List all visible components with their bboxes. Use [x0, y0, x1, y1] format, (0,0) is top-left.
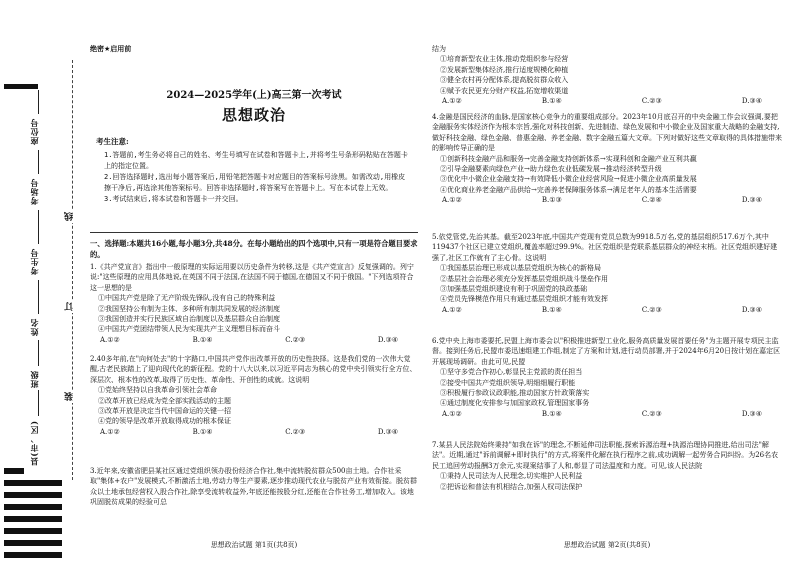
secret-mark: 绝密★启用前	[90, 45, 132, 53]
option-a: A.①②	[442, 196, 462, 205]
answer-options	[432, 409, 782, 419]
question-stem: 7.某县人民法院始终秉持"如我在诉"的理念,不断延伸司法职能,探索诉源治理+执源治理协同推进,给出司法"解法"。近期,通过"诉前调解+即时执行"的方式,将案件化解在执行程序之前,成功调解一起劳务合同纠纷。为26名农民工追回劳动报酬3万余元,实现案结事了人和,彰显了司法温度和力度。可见,该人民法院	[432, 441, 779, 470]
notice-list	[104, 150, 412, 206]
footer-page-1: 思想政治试题 第1页(共8页)	[210, 541, 298, 549]
cut-word-seal: 装	[65, 392, 75, 401]
field-line	[38, 150, 39, 174]
statement: ①培育新型农业主体,推动党组织参与经营	[440, 55, 569, 64]
strip-top-bar	[4, 84, 38, 89]
option-b: B.①④	[192, 427, 213, 436]
subject-title: 思想政治	[221, 106, 286, 124]
notice-item: 3.考试结束后,将本试卷和答题卡一并交回。	[104, 195, 243, 203]
option-b: B.①④	[192, 335, 213, 344]
question-stem-cont: 结为	[432, 45, 446, 53]
statement: ②发展新型集体经济,推行适度规模化种植	[440, 65, 569, 74]
option-d: D.③④	[741, 409, 762, 418]
option-c: C.②③	[641, 97, 662, 106]
statement: ④中国共产党团结带领人民为实现共产主义理想目标而奋斗	[98, 325, 280, 334]
answer-options	[90, 427, 418, 437]
option-d: D.③④	[377, 335, 398, 344]
statement: ②改革开放已经成为党全部实践活动的主题	[98, 396, 231, 405]
option-b: B.①④	[541, 305, 562, 314]
statement: ①坚守多党合作初心,彰显民主党派的责任担当	[440, 368, 583, 377]
statement: ①中国共产党是除了无产阶级先锋队,没有自己的特殊利益	[98, 294, 276, 303]
question-stem: 3.近年来,安徽省肥县某社区通过党组织领办股份经济合作社,集中流转脱贫群众500亩土地。合作社采取"集体+农户"发展模式,不断激活土地,劳动力等生产要素,逐步推动现代农业与脱贫产业有效衔接。脱贫群众以土地承包经营权入股合作社,除享受流转收益外,年底还能按股分红,还能在合作社务工,增加收入。该地巩固脱贫成果的经验可总	[90, 467, 417, 507]
question-3	[90, 466, 418, 508]
question-stem: 5.依党管党,先治其基。截至2023年底,中国共产党现有党员总数为9918.5万名,党的基层组织517.6万个,其中119437个社区已建立党组织,覆盖率超过99.9%。社区党组织是党联系基层群众的神经末梢。社区党组织建好建强了,社区工作就有了主心骨。这说明	[432, 233, 778, 262]
question-5	[432, 232, 782, 315]
footer-page-2: 思想政治试题 第2页(共8页)	[563, 541, 651, 549]
statement: ③优化中小微企业金融支持→有效降低小微企业经营风险→促进小微企业高质量发展	[440, 175, 697, 184]
question-6	[432, 336, 782, 419]
option-a: A.①②	[100, 335, 120, 344]
statement: ②我国坚持公有制为主体、多种所有制共同发展的经济制度	[98, 304, 280, 313]
question-1	[90, 262, 418, 345]
question-3-continued	[432, 44, 782, 106]
statement: ①创新科技金融产品和服务→完善金融支持创新体系→实现科创和金融产业互利共赢	[440, 154, 697, 163]
field-seat-number: 座位号	[29, 118, 39, 145]
statement: ③健全农村再分配体系,提高脱贫群众收入	[440, 76, 569, 85]
answer-options	[90, 335, 418, 345]
section-heading: 一、选择题:本题共16小题,每小题3分,共48分。在每小题给出的四个选项中,只有一项是符合题目要求的。	[90, 239, 418, 259]
field-class: 班级	[29, 370, 39, 388]
answer-options	[432, 96, 782, 106]
option-a: A.①②	[442, 409, 462, 418]
field-name: 姓名	[29, 318, 39, 336]
statement: ②引导金融要素向绿色产业→助力绿色农业低碳发展→推动经济转型升级	[440, 165, 662, 174]
field-student-id: 考生号	[29, 248, 39, 275]
field-exam-room: 考场号	[29, 178, 39, 205]
field-line	[38, 210, 39, 244]
statement: ②把诉讼和普法有机相结合,加强人权司法保护	[440, 482, 583, 491]
option-a: A.①②	[442, 305, 462, 314]
option-d: D.③④	[377, 427, 398, 436]
field-line	[38, 390, 39, 416]
option-d: D.③④	[741, 97, 762, 106]
section-divider	[90, 232, 418, 233]
question-stem: 4.金融是国民经济的血脉,是国家核心竞争力的重要组成部分。2023年10月底召开的中央金融工作会议强调,要把金融服务实体经济作为根本宗旨,强化对科技创新、先进制造、绿色发展和中小微企业及国家重大战略的金融支持,做好科技金融、绿色金融、普惠金融、养老金融、数字金融五篇大文章。下列对做好这些文章取得的具体措施带来的影响传导正确的是	[432, 113, 782, 153]
answer-options	[432, 195, 782, 205]
statement: ②基层社会治理必须充分发挥基层党组织战斗堡垒作用	[440, 274, 608, 283]
question-7	[432, 440, 782, 492]
statement: ③改革开放是决定当代中国命运的关键一招	[98, 407, 231, 416]
cut-word-bind: 订	[65, 302, 75, 311]
answer-options	[432, 305, 782, 315]
option-b: B.①④	[541, 97, 562, 106]
option-b: B.①④	[541, 409, 562, 418]
statement: ④党的领导是改革开放取得成功的根本保证	[98, 417, 231, 426]
notice-item: 1.答题前,考生务必将自己的姓名、考生号填写在试卷和答题卡上,并将考生号条形码粘贴在答题卡上的指定位置。	[104, 151, 408, 170]
cut-word-line: 线	[65, 212, 75, 221]
field-line	[38, 90, 39, 114]
statement: ①秉持人民司法为人民理念,切实维护人民利益	[440, 472, 583, 481]
option-d: D.③④	[741, 196, 762, 205]
question-2	[90, 354, 418, 437]
option-a: A.①②	[442, 97, 462, 106]
statement: ④优化商业养老金融产品供给→完善养老保障服务体系→满足老年人的基本生活需要	[440, 185, 697, 194]
option-c: C.②④	[641, 196, 662, 205]
option-b: B.①③	[541, 196, 562, 205]
question-stem: 2.40多年前,在"向何处去"的十字路口,中国共产党作出改革开放的历史性抉择。这是我们党的一次伟大觉醒,古老民族踏上了迎向现代化的新征程。党的十八大以来,以习近平同志为核心的党中央引领实行全方位、深层次、根本性的改革,取得了历史性、革命性、开创性的成就。这说明	[90, 355, 417, 384]
statement: ①党始终坚持以自我革命引领社会革命	[98, 386, 217, 395]
barcode-bars	[4, 468, 62, 558]
exam-title: 2024—2025学年(上)高三第一次考试	[166, 90, 342, 101]
statement: ②接受中国共产党组织领导,明细细履行职能	[440, 378, 576, 387]
option-d: D.③④	[741, 305, 762, 314]
statement: ③我国创造并实行民族区域自治制度以及基层群众自治制度	[98, 315, 280, 324]
option-a: A.①②	[100, 427, 120, 436]
statement: ①我国基层治理已形成以基层党组织为核心的新格局	[440, 264, 601, 273]
cut-line	[72, 60, 73, 480]
statement: ③加强基层党组织建设有利于巩固党的执政基础	[440, 285, 587, 294]
field-county: 县(市、区)	[29, 420, 39, 466]
field-line	[38, 280, 39, 314]
statement: ④党员先锋模范作用只有通过基层党组织才能有效发挥	[440, 295, 608, 304]
statement: ④通过制度化安排参与加国家政权,管理国家事务	[440, 399, 590, 408]
question-stem: 1.《共产党宣言》指出中一般原理的实际运用要以历史条件为转移,这是《共产党宣言》反复强调的。列宁说:"这些原理的应用具体地说,在英国不同于法国,在法国不同于德国,在德国又不同于俄国。"下列选项符合这一思想的是	[90, 263, 414, 292]
field-line	[38, 340, 39, 366]
statement: ③积极履行参政议政职能,推动国家方针政策落实	[440, 389, 590, 398]
notice-heading: 考生注意:	[96, 137, 129, 146]
option-c: C.②③	[285, 335, 306, 344]
statement: ④赋予农民更充分财产权益,拓宽增收渠道	[440, 86, 569, 95]
question-stem: 6.党中央上海市委要托,民盟上海市委会以"积极推进新型工业化,服务高质量发展首要任务"为主题开展专项民主监督。接到任务后,民盟市委迅速组建工作组,制定了方案和计划,进行动员部署,并于2024年6月20日按计划在嘉定区开展现场调研。由此可见,民盟	[432, 337, 781, 366]
notice-item: 2.回答选择题时,选出每小题答案后,用铅笔把答题卡对应题目的答案标号涂黑。如需改动,用橡皮擦干净后,再选涂其他答案标号。回答非选择题时,将答案写在答题卡上。写在本试卷上无效。	[104, 173, 406, 192]
option-c: C.②③	[641, 409, 662, 418]
option-c: C.②③	[641, 305, 662, 314]
binding-strip	[0, 0, 84, 561]
option-c: C.②③	[285, 427, 306, 436]
question-4	[432, 112, 782, 206]
